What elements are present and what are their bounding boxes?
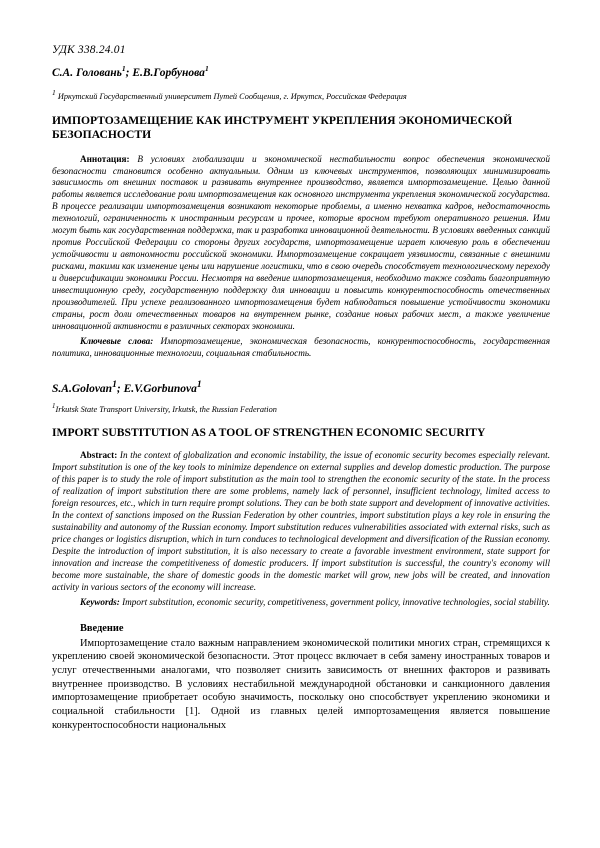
introduction-paragraph: Импортозамещение стало важным направлением экономической политики многих стран, стремящихся к укреплению своей экономической безопасности. Этот процесс включает в себя замену иностранных товаров и услуг отечественными аналогами, что позволяет снизить зависимость от внешних факторов и развивать внутреннее производство. В условиях нестабильной международной обстановки и санкционного давления импортозамещение приобретает особую значимость, поскольку оно способствует укреплению экономики и социальной стабильности [1]. Одной из главных целей импортозамещения является повышение конкурентоспособности национальных xyxy=(52,637,550,731)
abstract-en-label: Abstract: xyxy=(80,450,118,461)
author-affil-marker: 1 xyxy=(204,64,209,73)
abstract-ru-text: В условиях глобализации и экономической нестабильности вопрос обеспечения экономической безопасности становится особенно актуальным. Одним из ключевых инструментов, позволяющих минимизировать зависимость от внешних поставок и развивать внутреннее производство, является импортозамещение. Целью данной работы является исследование роли импортозамещения как основного инструмента укрепления экономической государства. В процессе реализации импортозамещения возникают некоторые проблемы, а именно нехватка кадров, недостаточность технологий, ограниченность к иностранным ресурсам и прочее, которые вросном требуют оперативного решения. Ими могут быть как государственная поддержка, так и разработка инновационной деятельности. В условиях введенных санкций против Российской Федерации со стороны других государств, импортозамещение играет ключевую роль в обеспечении устойчивости и автономности российской экономики. Импортозамещение сокращает уязвимости, связанные с внешними рисками, такими как изменение цены или нарушение логистики, что в свою очередь способствует технологическому переходу и диверсификации экономики России. Несмотря на введение импортозамещения, необходимо также создать благоприятную инвестиционную среду, государственную поддержку для инновации и повысить конкурентоспособность отечественных производителей. При успехе реализованного импортозамещения будет наблюдаться повышение устойчивости экономики страны, рост доли отечественных товаров на внутреннем рынке, создание новых рабочих мест, а также увеличение инновационной активности в различных секторах экономики. xyxy=(52,153,550,331)
udk-code: УДК 338.24.01 xyxy=(52,44,126,56)
abstract-en xyxy=(52,450,550,593)
abstract-en-text: In the context of globalization and economic instability, the issue of economic security becomes especially relevant. Import substitution is one of the key tools to minimize dependence on external supplies and develop domestic production. The purpose of this paper is to study the role of import substitution as the main tool to strengthen the economic security of the state. In the process of realization of import substitution there are some problems, namely lack of personnel, insufficient technology, limited access to foreign resources, etc., which in turn require prompt solutions. They can be both state support and development of innovative activities. In the context of sanctions imposed on the Russian Federation by other countries, import substitution plays a key role in ensuring the sustainability and autonomy of the Russian economy. Import substitution reduces vulnerabilities associated with external risks, such as price changes or logistics disruption, which in turn conduces to technological development and diversification of the Russian economy. Despite the introduction of import substitution, it is also necessary to create a favorable investment environment, state support for innovation and increase the competitiveness of domestic producers. If import substitution is successful, the country's economy will become more sustainable, the share of domestic goods in the domestic market will grow, new jobs will be created, and innovation activity in various sectors of the economy will increase. xyxy=(52,450,550,592)
title-en: IMPORT SUBSTITUTION AS A TOOL OF STRENGTHEN ECONOMIC SECURITY xyxy=(52,426,486,440)
author-affil-marker-en: 1 xyxy=(112,378,117,390)
affiliation-marker-en: 1 xyxy=(52,402,56,410)
keywords-en-label: Keywords: xyxy=(80,596,120,607)
authors-en: S.A.Golovan$^1$; E.V.Gorbunova$^1$ xyxy=(52,378,202,395)
affiliation-ru: $^1$ Иркутский Государственный университет Путей Сообщения, г. Иркутск, Российская Федерация xyxy=(52,87,407,101)
keywords-ru-text: Импортозамещение, экономическая безопасность, конкурентоспособность, государственная политика, инновационные технологии, социальная стабильность. xyxy=(52,335,550,358)
abstract-ru-label: Аннотация: xyxy=(80,153,130,164)
keywords-ru xyxy=(52,336,550,360)
affiliation-marker: 1 xyxy=(52,87,56,97)
author-affil-marker-en: 1 xyxy=(196,378,202,390)
keywords-ru-label: Ключевые слова: xyxy=(80,335,154,346)
section-heading-introduction: Введение xyxy=(80,622,124,634)
keywords-en xyxy=(52,597,550,609)
abstract-ru xyxy=(52,154,550,333)
affiliation-en: $^1$Irkutsk State Transport University, Irkutsk, the Russian Federation xyxy=(52,402,277,414)
title-ru: ИМПОРТОЗАМЕЩЕНИЕ КАК ИНСТРУМЕНТ УКРЕПЛЕНИЯ ЭКОНОМИЧЕСКОЙ БЕЗОПАСНОСТИ xyxy=(52,113,513,142)
authors-ru: С.А. Головань$^1$; Е.В.Горбунова$^1$ xyxy=(52,64,209,79)
keywords-en-text: Import substitution, economic security, competitiveness, government policy, innovative technologies, social stability. xyxy=(119,596,550,607)
author-affil-marker: 1 xyxy=(121,64,126,73)
